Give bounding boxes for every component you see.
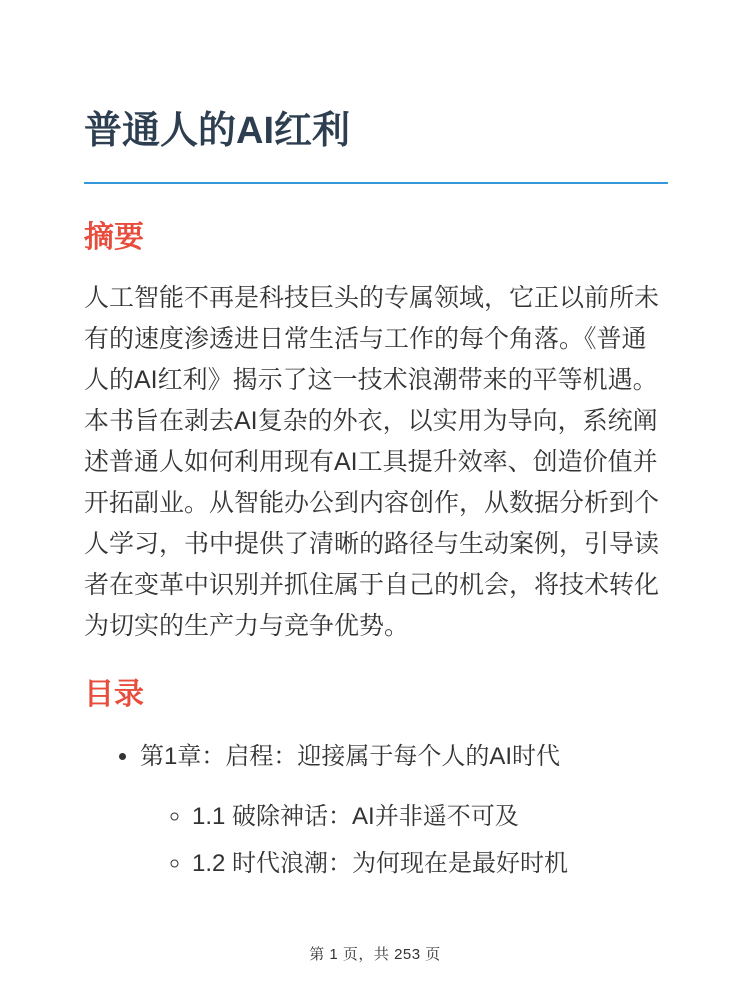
toc-heading: 目录 bbox=[84, 678, 144, 711]
page-number-footer: 第 1 页，共 253 页 bbox=[309, 946, 441, 963]
abstract-paragraph: 人工智能不再是科技巨头的专属领域，它正以前所未有的速度渗透进日常生活与工作的每个角落。《普通人的AI红利》揭示了这一技术浪潮带来的平等机遇。本书旨在剥去AI复杂的外衣，以实用为导向，系统阐述普通人如何利用现有AI工具提升效率、创造价值并开拓副业。从智能办公到内容创作，从数据分析到个人学习，书中提供了清晰的路径与生动案例，引导读者在变革中识别并抓住属于自己的机会，将技术转化为切实的生产力与竞争优势。 bbox=[84, 284, 660, 640]
toc-chapter-label: 第1章：启程：迎接属于每个人的AI时代 bbox=[140, 743, 561, 770]
toc-chapter-item bbox=[140, 741, 668, 880]
toc-section-list bbox=[140, 801, 668, 880]
abstract-heading: 摘要 bbox=[84, 221, 144, 254]
document-title: 普通人的AI红利 bbox=[84, 106, 668, 184]
toc-list bbox=[84, 741, 668, 880]
toc-section-item: ◦ 1.1 破除神话：AI并非遥不可及 bbox=[192, 801, 668, 833]
toc-section-item: ◦ 1.2 时代浪潮：为何现在是最好时机 bbox=[192, 848, 668, 880]
